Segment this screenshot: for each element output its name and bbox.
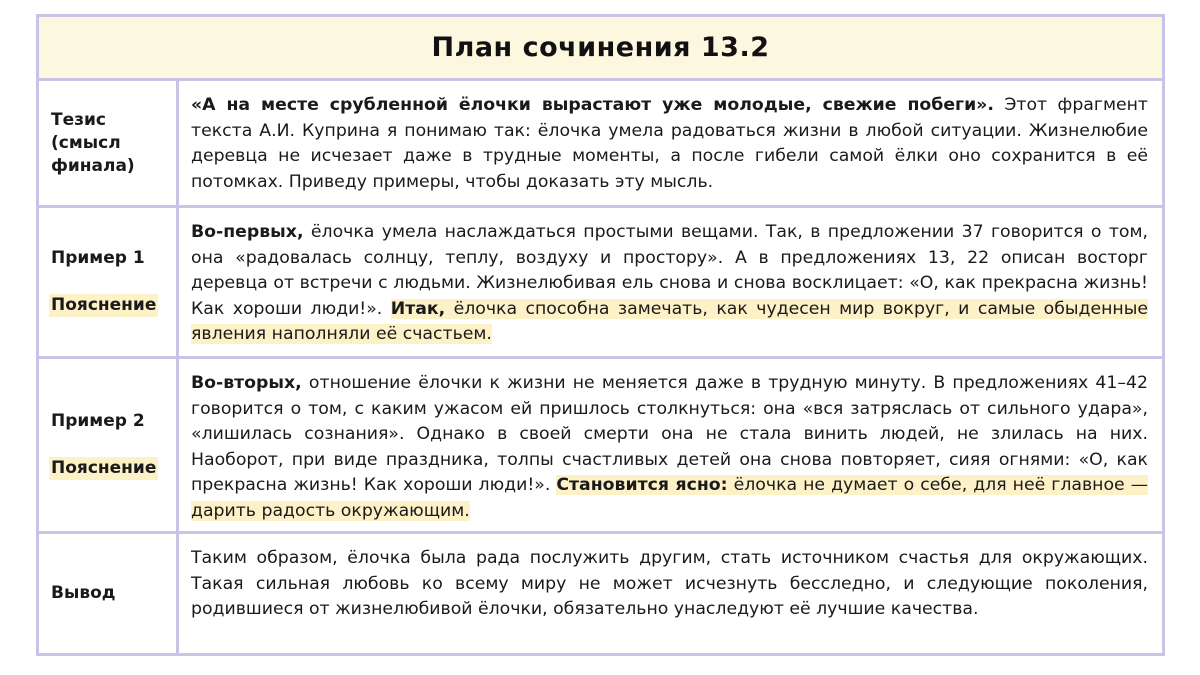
example2-note-text: ёлочка не думает о себе, для неё главное — дарить радость окружающим. xyxy=(191,475,1148,521)
example1-text: ёлочка умела наслаждаться простыми вещами. Так, в предложении 37 говорится о том, она «радовалась солнцу, теплу, воздуху и простору». А в предложениях 13, 22 описан восторг деревца от встречи с людьми. Жизнелюбивая ель снова и снова восклицает: «О, как прекрасна жизнь! Как хороши люди!». xyxy=(191,222,1148,319)
conclusion-label xyxy=(39,534,179,653)
conclusion-row xyxy=(39,531,1162,653)
example2-text: отношение ёлочки к жизни не меняется даже в трудную минуту. В предложениях 41–42 говорится о том, с каким ужасом ей пришлось столкнуться: она «вся затряслась от сильного удара», «лишилась сознания». Однако в своей смерти она не стала винить людей, не злилась на них. Наоборот, при виде праздника, толпы счастливых детей она снова повторяет, сияя огнями: «О, как прекрасна жизнь! Как хороши люди!». xyxy=(191,373,1148,495)
example2-row xyxy=(39,356,1162,531)
thesis-content xyxy=(179,81,1162,205)
example1-label-text: Пример 1 xyxy=(51,248,145,268)
example1-row xyxy=(39,205,1162,356)
title-row xyxy=(39,17,1162,81)
example1-lead: Во-первых, xyxy=(191,222,304,242)
example2-note-lead: Становится ясно: xyxy=(556,475,728,495)
example2-label xyxy=(39,359,179,531)
thesis-row xyxy=(39,81,1162,205)
example2-note-label: Пояснение xyxy=(51,458,157,478)
example1-note-label: Пояснение xyxy=(51,295,157,315)
thesis-text: Этот фрагмент текста А.И. Куприна я понимаю так: ёлочка умела радоваться жизни в любой ситуации. Жизнелюбие деревца не исчезает даже в трудные моменты, а после гибели самой ёлки оно сохранится в её потомках. Приведу примеры, чтобы доказать эту мысль. xyxy=(191,95,1148,192)
example1-note-text: ёлочка способна замечать, как чудесен мир вокруг, и самые обыденные явления наполняли её счастьем. xyxy=(191,298,1148,344)
example2-content xyxy=(179,359,1162,531)
thesis-label xyxy=(39,81,179,205)
essay-plan-table xyxy=(36,14,1165,656)
conclusion-label-text: Вывод xyxy=(51,583,116,603)
example1-label xyxy=(39,208,179,356)
thesis-quote: «А на месте срубленной ёлочки вырастают уже молодые, свежие побеги». xyxy=(191,95,994,115)
example2-lead: Во-вторых, xyxy=(191,373,302,393)
page-title: План сочинения 13.2 xyxy=(431,32,770,63)
conclusion-content xyxy=(179,534,1162,653)
example1-note-lead: Итак, xyxy=(390,298,446,319)
example1-content xyxy=(179,208,1162,356)
conclusion-text: Таким образом, ёлочка была рада послужить другим, стать источником счастья для окружающих. Такая сильная любовь ко всему миру не может исчезнуть бесследно, и следующие поколения, родившиеся от жизнелюбивой ёлочки, обязательно унаследуют её лучшие качества. xyxy=(191,548,1148,619)
example2-label-text: Пример 2 xyxy=(51,411,145,431)
thesis-label-text: Тезис (смысл финала) xyxy=(51,109,135,176)
